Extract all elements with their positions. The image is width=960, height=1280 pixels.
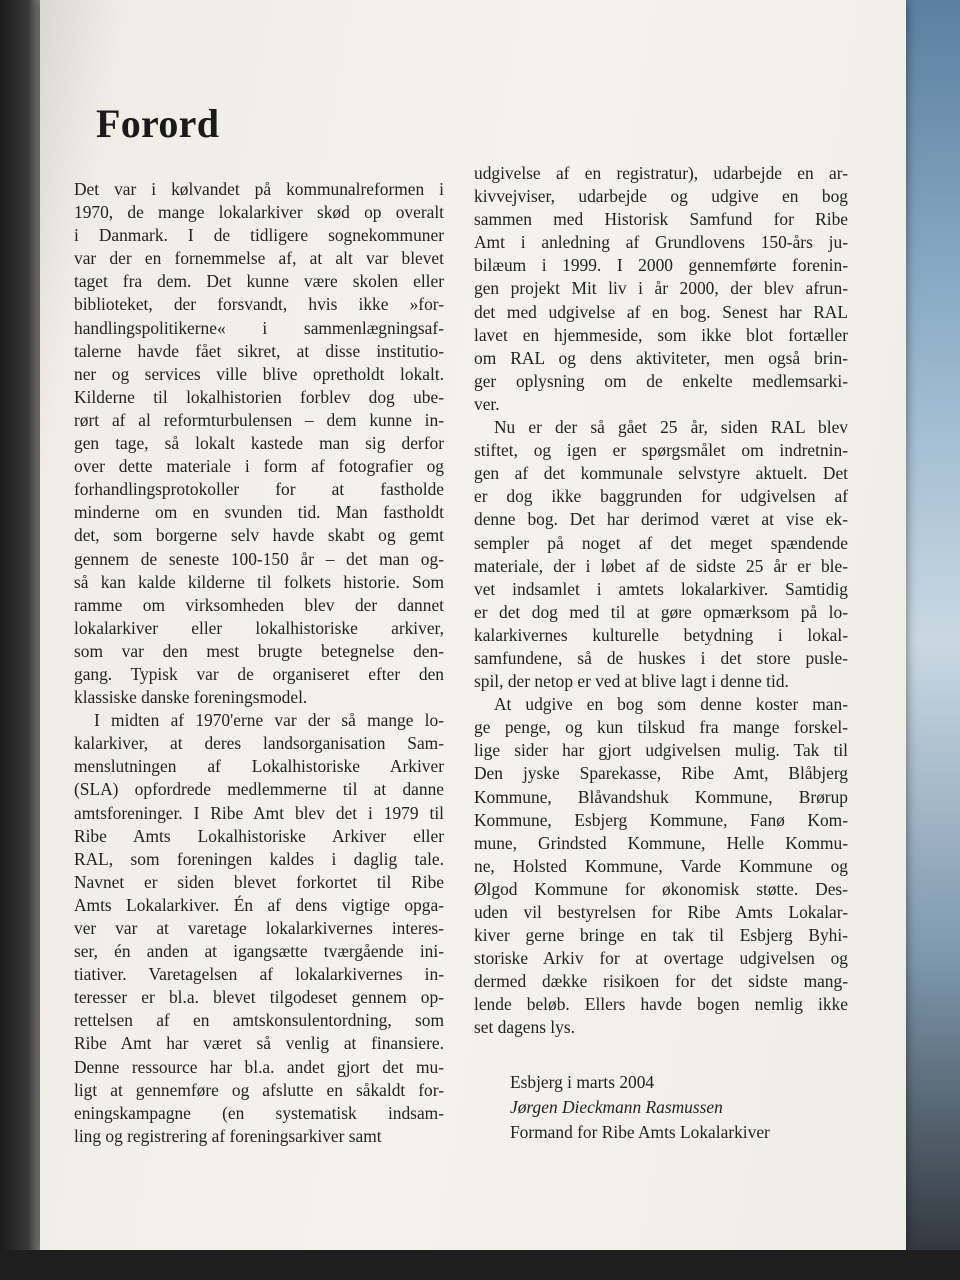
text-line: storiske Arkiv for at overtage udgivelsen og (474, 948, 848, 969)
text-line: ner og services ville blive opretholdt lokalt. (74, 363, 444, 384)
text-line: ramme om virksomheden blev der dannet (74, 594, 444, 615)
text-line: er dog ikke baggrunden for udgivelsen af (474, 486, 848, 507)
text-line: dermed dække risikoen for det sidste mang- (474, 971, 848, 992)
text-line: sempler på noget af det meget spændende (474, 532, 848, 553)
text-line: rettelsen af en amtskonsulentordning, som (74, 1010, 444, 1031)
text-line: minderne om en svunden tid. Man fastholdt (74, 502, 444, 523)
text-line: kalarkiver, at deres landsorganisation Sam- (74, 733, 444, 754)
text-column-right (474, 162, 848, 1040)
text-line: kivvejviser, udarbejde og udgive en bog (474, 186, 848, 207)
text-line: uden vil bestyrelsen for Ribe Amts Lokalar- (474, 902, 848, 922)
text-line: Navnet er siden blevet forkortet til Ribe (74, 871, 444, 892)
text-line: spil, der netop er ved at blive lagt i denne tid. (474, 671, 789, 692)
text-line: stiftet, og igen er spørgsmålet om indretnin- (474, 440, 848, 461)
text-line: 1970, de mange lokalarkiver skød op overalt (74, 202, 444, 223)
text-line: Den jyske Sparekasse, Ribe Amt, Blåbjerg (474, 763, 848, 784)
text-line: samfundene, så de huskes i det store pusle- (474, 647, 848, 668)
text-line: talerne havde fået sikret, at disse institutio- (74, 340, 444, 361)
text-line: klassiske danske foreningsmodel. (74, 687, 308, 708)
text-line: som var den mest brugte betegnelse den- (74, 640, 444, 661)
text-line: RAL, som foreningen kaldes i daglig tale. (74, 848, 444, 869)
text-line: I midten af 1970'erne var der så mange lo- (94, 710, 444, 731)
text-line: om RAL og dens aktiviteter, men også brin- (474, 347, 848, 368)
text-line: handlingspolitikerne« i sammenlægningsaf- (74, 317, 444, 338)
desk-surface (0, 1250, 960, 1280)
text-line: (SLA) opfordrede medlemmerne til at danne (74, 779, 444, 800)
text-line: ling og registrering af foreningsarkiver samt (74, 1125, 382, 1146)
text-line: eningskampagne (en systematisk indsam- (74, 1102, 444, 1123)
text-line: taget fra dem. Det kunne være skolen eller (74, 271, 444, 292)
text-line: kalarkivernes kulturelle betydning i lokal- (474, 624, 848, 645)
text-line: gen tage, så lokalt kastede man sig derfor (74, 433, 444, 454)
text-line: ge penge, og kun tilskud fra mange forskel- (474, 717, 848, 738)
signature-role: Formand for Ribe Amts Lokalarkiver (510, 1122, 770, 1142)
text-line: kiver gerne bringe en tak til Esbjerg Byhi- (474, 925, 848, 946)
text-line: Ølgod Kommune for økonomisk støtte. Des- (474, 878, 848, 899)
text-line: lende beløb. Ellers havde bogen nemlig ikke (474, 994, 848, 1015)
text-line: menslutningen af Lokalhistoriske Arkiver (74, 756, 444, 777)
text-line: gennem de seneste 100-150 år – det man og- (74, 548, 444, 569)
text-line: ver. (474, 393, 500, 414)
text-line: over dette materiale i form af fotografier og (74, 456, 444, 477)
text-line: Amts Lokalarkiver. Én af dens vigtige opga- (74, 894, 444, 915)
text-line: ligt at gennemføre og afslutte en såkaldt for- (74, 1079, 444, 1100)
text-line: Kilderne til lokalhistorien forblev dog ube- (74, 386, 444, 407)
signature-place-date: Esbjerg i marts 2004 (510, 1072, 655, 1092)
background-edge (902, 0, 960, 1280)
text-line: i Danmark. I de tidligere sognekommuner (74, 225, 444, 246)
text-line: Ribe Amt har været så venlig at finansiere. (74, 1033, 444, 1054)
text-line: det, som borgerne selv havde skabt og gemt (74, 525, 444, 546)
text-line: materiale, der i løbet af de sidste 25 år er ble- (474, 555, 848, 576)
text-line: Denne ressource har bl.a. andet gjort det mu- (74, 1056, 444, 1077)
signature-name: Jørgen Dieckmann Rasmussen (510, 1097, 723, 1117)
text-line: set dagens lys. (474, 1017, 575, 1038)
page-title: Forord (96, 101, 220, 146)
text-line: Kommune, Blåvandshuk Kommune, Brørup (474, 786, 848, 807)
text-line: ne, Holsted Kommune, Varde Kommune og (474, 855, 848, 876)
text-line: bilæum i 1999. I 2000 gennemførte forenin- (474, 255, 848, 276)
text-line: lige sider har gjort udgivelsen mulig. Tak til (474, 740, 848, 761)
text-line: ver var at varetage lokalarkivernes interes- (74, 918, 444, 938)
text-line: udgivelse af en registratur), udarbejde en ar- (474, 163, 848, 183)
signature-block (510, 1070, 770, 1145)
text-line: lavet en hjemmeside, som ikke blot fortæller (474, 324, 848, 345)
text-line: sammen med Historisk Samfund for Ribe (474, 209, 848, 230)
text-line: Ribe Amts Lokalhistoriske Arkiver eller (74, 825, 444, 846)
text-line: ser, én anden at igangsætte tværgående ini- (74, 941, 444, 962)
text-line: lokalarkiver eller lokalhistoriske arkiver, (74, 617, 444, 638)
text-line: Det var i kølvandet på kommunalreformen i (74, 179, 444, 199)
text-line: teresser er bl.a. blevet tilgodeset gennem op- (74, 987, 444, 1008)
text-line: er det dog med til at gøre opmærksom på lo- (474, 601, 848, 622)
text-line: så kan kalde kilderne til folkets historie. Som (74, 571, 444, 592)
text-line: ger oplysning om de enkelte medlemsarki- (474, 370, 848, 391)
text-line: gen af det kommunale selvstyre aktuelt. Det (474, 463, 848, 484)
text-column-left (74, 178, 444, 1148)
text-line: At udgive en bog som denne koster man- (494, 694, 848, 715)
text-line: rørt af al reformturbulensen – dem kunne in- (74, 409, 444, 430)
text-line: var der en fornemmelse af, at alt var blevet (74, 248, 444, 269)
text-line: vet indsamlet i amtets lokalarkiver. Samtidig (474, 578, 848, 599)
text-line: forhandlingsprotokoller for at fastholde (74, 479, 444, 500)
text-line: tiativer. Varetagelsen af lokalarkivernes in- (74, 964, 444, 985)
text-line: Kommune, Esbjerg Kommune, Fanø Kom- (474, 809, 848, 830)
text-line: biblioteket, der forsvandt, hvis ikke »for- (74, 294, 444, 315)
text-line: det med udgivelse af en bog. Senest har RAL (474, 301, 848, 322)
text-line: Nu er der så gået 25 år, siden RAL blev (494, 417, 848, 438)
text-line: denne bog. Det har derimod været at vise ek- (474, 509, 848, 530)
text-line: amtsforeninger. I Ribe Amt blev det i 1979 til (74, 802, 444, 823)
text-line: Amt i anledning af Grundlovens 150-års ju- (474, 232, 848, 253)
text-line: gang. Typisk var de organiseret efter den (74, 663, 444, 684)
text-line: gen projekt Mit liv i år 2000, der blev afrun- (474, 278, 848, 299)
book-page (40, 0, 906, 1250)
text-line: mune, Grindsted Kommune, Helle Kommu- (474, 832, 848, 853)
